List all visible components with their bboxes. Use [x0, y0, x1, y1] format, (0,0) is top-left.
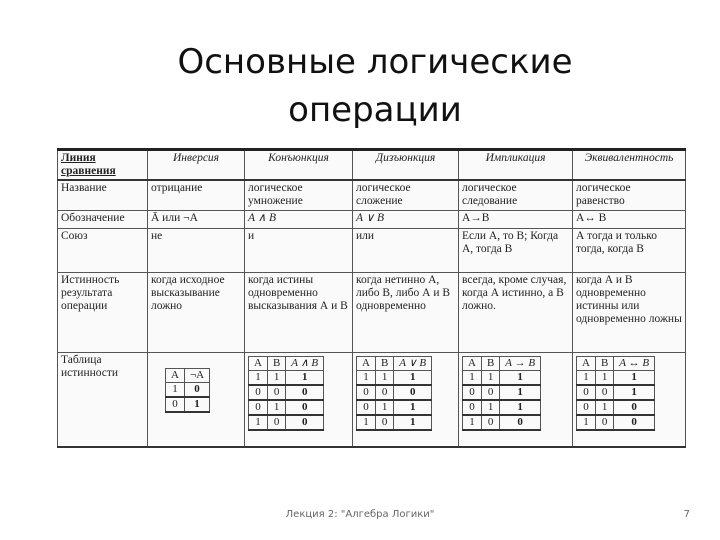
truth-table-disjunction — [356, 356, 432, 431]
truth-table-value-cell: 1 — [375, 400, 393, 415]
truth-table-value-cell: 1 — [357, 370, 376, 385]
truth-table-value-cell: 1 — [595, 370, 613, 385]
cell-implication-notation: A→B — [459, 210, 573, 228]
truth-table-value-cell: 1 — [267, 400, 285, 415]
truth-table-value-cell: 0 — [357, 385, 376, 400]
cell-inversion-name: отрицание — [148, 180, 245, 210]
truth-table-header-row — [166, 368, 210, 382]
truth-table-value-row — [166, 397, 210, 412]
truth-table-value-row — [577, 385, 655, 400]
truth-table-header-cell: A — [463, 356, 482, 370]
header-comparison-line: Линия сравнения — [58, 150, 148, 181]
cell-inversion-word: не — [148, 228, 245, 272]
cell-disjunction-name: логическое сложение — [353, 180, 459, 210]
truth-table-value-cell: 0 — [286, 415, 324, 430]
truth-table-header-cell: A ∧ B — [286, 356, 324, 370]
truth-table-value-row — [463, 400, 541, 415]
header-equivalence: Эквивалентность — [573, 150, 686, 181]
row-label-notation: Обозначение — [58, 210, 148, 228]
truth-table-value-cell: 1 — [394, 370, 432, 385]
slide-title-line-1: Основные логические — [177, 42, 573, 82]
truth-table-value-cell: 1 — [286, 370, 324, 385]
truth-table-value-cell: 1 — [249, 370, 268, 385]
truth-table-conjunction — [248, 356, 324, 431]
truth-table-header-row — [357, 356, 432, 370]
truth-table-value-cell: 0 — [595, 415, 613, 430]
cell-inversion-truth: когда исходное высказывание ложно — [148, 272, 245, 352]
truth-table-value-row — [577, 400, 655, 415]
truth-table-value-cell: 0 — [375, 415, 393, 430]
cell-equivalence-notation: A↔ B — [573, 210, 686, 228]
truth-table-header-cell: B — [267, 356, 285, 370]
truth-table-header-cell: ¬A — [184, 368, 209, 382]
cell-disjunction-truth: когда нетинно А, либо В, либо А и В одновременно — [353, 272, 459, 352]
truth-table-value-cell: 1 — [500, 400, 541, 415]
truth-table-value-cell: 1 — [595, 400, 613, 415]
cell-conjunction-name: логическое умножение — [245, 180, 353, 210]
truth-table-value-cell: 0 — [463, 400, 482, 415]
truth-table-value-cell: 0 — [463, 385, 482, 400]
slide-footer: Лекция 2: "Алгебра Логики" — [285, 509, 435, 520]
truth-table-value-cell: 1 — [394, 400, 432, 415]
table-row — [58, 210, 686, 228]
truth-table-value-cell: 0 — [267, 385, 285, 400]
header-inversion: Инверсия — [148, 150, 245, 181]
cell-disjunction-notation: A ∨ B — [353, 210, 459, 228]
truth-table-header-cell: A — [249, 356, 268, 370]
truth-table-value-cell: 0 — [357, 400, 376, 415]
truth-table-value-cell: 0 — [481, 385, 499, 400]
truth-table-value-cell: 1 — [166, 382, 185, 397]
truth-table-value-cell: 0 — [286, 385, 324, 400]
truth-table-value-row — [249, 385, 324, 400]
truth-table-value-cell: 0 — [286, 400, 324, 415]
truth-table-value-cell: 0 — [249, 400, 268, 415]
truth-table-value-cell: 1 — [463, 415, 482, 430]
truth-table-header-cell: A — [166, 368, 185, 382]
truth-table-value-row — [357, 385, 432, 400]
truth-table-value-cell: 0 — [394, 385, 432, 400]
cell-disjunction-word: или — [353, 228, 459, 272]
truth-table-value-row — [249, 415, 324, 430]
cell-conjunction-notation: A ∧ B — [245, 210, 353, 228]
truth-table-value-row — [463, 385, 541, 400]
truth-table-header-cell: B — [375, 356, 393, 370]
cell-implication-word: Если А, то В; Когда А, тогда В — [459, 228, 573, 272]
slide-title — [150, 38, 600, 134]
truth-table-value-cell: 1 — [614, 385, 655, 400]
truth-table-value-cell: 1 — [249, 415, 268, 430]
truth-table-value-cell: 1 — [463, 370, 482, 385]
cell-equivalence-word: А тогда и только тогда, когда В — [573, 228, 686, 272]
truth-table-header-cell: A — [577, 356, 596, 370]
truth-table-value-cell: 1 — [184, 397, 209, 412]
truth-table-value-cell: 1 — [577, 415, 596, 430]
truth-table-value-cell: 0 — [481, 415, 499, 430]
truth-table-value-cell: 1 — [267, 370, 285, 385]
truth-table-value-row — [577, 370, 655, 385]
truth-table-value-cell: 0 — [595, 385, 613, 400]
truth-table-value-cell: 1 — [500, 385, 541, 400]
truth-table-value-row — [463, 370, 541, 385]
truth-table-value-row — [357, 415, 432, 430]
table-row — [58, 272, 686, 352]
truth-table-value-row — [249, 400, 324, 415]
truth-table-equivalence — [576, 356, 655, 431]
truth-table-value-cell: 1 — [577, 370, 596, 385]
truth-table-value-cell: 0 — [375, 385, 393, 400]
truth-table-value-row — [249, 370, 324, 385]
truth-table-value-cell: 1 — [481, 370, 499, 385]
truth-table-value-cell: 0 — [577, 385, 596, 400]
truth-table-row — [58, 352, 686, 447]
table-row — [58, 180, 686, 210]
truth-table-header-cell: A ∨ B — [394, 356, 432, 370]
truth-table-header-cell: A — [357, 356, 376, 370]
truth-table-value-row — [357, 370, 432, 385]
truth-table-inversion — [165, 368, 210, 413]
cell-conjunction-truth: когда истины одновременно высказывания А и В — [245, 272, 353, 352]
cell-inversion-notation: Ā или ¬A — [148, 210, 245, 228]
cell-equivalence-truth: когда А и В одновременно истинны или одновременно ложны — [573, 272, 686, 352]
truth-table-value-cell: 0 — [614, 415, 655, 430]
truth-table-header-row — [577, 356, 655, 370]
truth-table-value-cell: 0 — [184, 382, 209, 397]
truth-table-header-cell: A → B — [500, 356, 541, 370]
row-label-truth-condition: Истинность результата операции — [58, 272, 148, 352]
truth-table-value-row — [166, 382, 210, 397]
truth-table-value-cell: 0 — [267, 415, 285, 430]
page-number: 7 — [683, 509, 690, 520]
table-row — [58, 228, 686, 272]
truth-table-value-cell: 1 — [394, 415, 432, 430]
truth-table-header-cell: B — [595, 356, 613, 370]
header-disjunction: Дизъюнкция — [353, 150, 459, 181]
cell-implication-name: логическое следование — [459, 180, 573, 210]
truth-table-header-cell: B — [481, 356, 499, 370]
truth-table-value-cell: 1 — [500, 370, 541, 385]
truth-table-value-row — [577, 415, 655, 430]
truth-table-value-row — [463, 415, 541, 430]
header-conjunction: Конъюнкция — [245, 150, 353, 181]
truth-table-header-row — [463, 356, 541, 370]
cell-equivalence-name: логическое равенство — [573, 180, 686, 210]
truth-table-implication — [462, 356, 541, 431]
truth-table-value-cell: 1 — [481, 400, 499, 415]
row-label-conjunction-word: Союз — [58, 228, 148, 272]
truth-table-header-cell: A ↔ B — [614, 356, 655, 370]
truth-table-value-cell: 0 — [614, 400, 655, 415]
truth-table-value-cell: 0 — [500, 415, 541, 430]
row-label-truth-table: Таблица истинности — [58, 352, 148, 447]
truth-table-value-cell: 0 — [166, 397, 185, 412]
truth-table-value-row — [357, 400, 432, 415]
truth-table-value-cell: 0 — [249, 385, 268, 400]
header-row — [58, 150, 686, 181]
logic-operations-table — [57, 148, 686, 448]
cell-conjunction-word: и — [245, 228, 353, 272]
header-implication: Импликация — [459, 150, 573, 181]
truth-table-value-cell: 1 — [375, 370, 393, 385]
truth-table-value-cell: 1 — [357, 415, 376, 430]
cell-implication-truth: всегда, кроме случая, когда А истинно, а В ложно. — [459, 272, 573, 352]
truth-table-value-cell: 1 — [614, 370, 655, 385]
scanned-table-image — [57, 148, 685, 445]
row-label-name: Название — [58, 180, 148, 210]
truth-table-value-cell: 0 — [577, 400, 596, 415]
slide-title-line-2: операции — [288, 90, 462, 130]
truth-table-header-row — [249, 356, 324, 370]
